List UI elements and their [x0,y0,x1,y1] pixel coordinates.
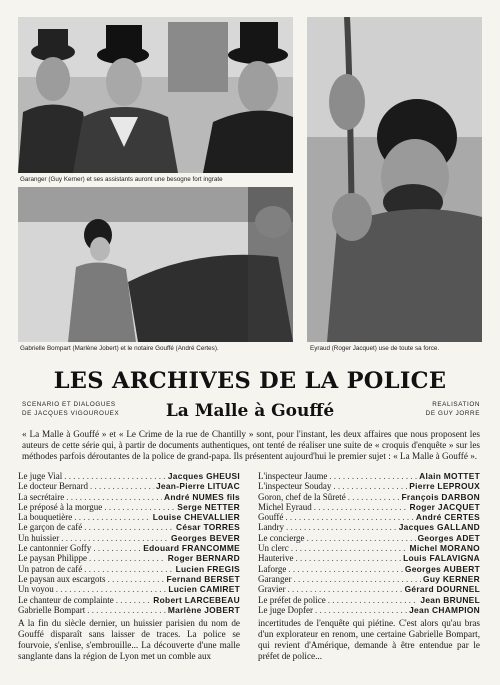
cast-leader-dots [61,533,169,543]
cast-actor: Jean CHAMPION [409,604,480,615]
cast-actor: Lucien CAMIRET [168,584,240,595]
cast-actor: Georges AUBERT [404,563,480,574]
cast-row [258,502,480,512]
cast-list-right [258,471,480,615]
episode-title: La Malle à Gouffé [165,401,335,421]
cast-row [18,595,240,605]
cast-role: Un voyou [18,584,54,595]
credit-director [426,400,480,418]
cast-role: L'inspecteur Souday [258,481,332,492]
cast-leader-dots [116,595,152,605]
cast-row [18,543,240,553]
cast-row [258,543,480,553]
cast-role: Le chanteur de complainte [18,594,114,605]
cast-leader-dots [84,564,173,574]
cast-actor: Serge NETTER [177,501,240,512]
cast-leader-dots [56,584,167,594]
cast-role: Gabrielle Bompart [18,604,86,615]
cast-role: Garanger [258,573,292,584]
cast-row [258,522,480,532]
cast-leader-dots [333,481,407,491]
cast-row [258,584,480,594]
cast-row [18,553,240,563]
credit-director-line2: DE GUY JORRE [425,410,480,417]
cast-actor: Alain MOTTET [419,471,480,481]
cast-actor: Louise CHEVALLIER [152,512,240,523]
cast-actor: Jacques GHEUSI [167,471,240,481]
cast-row [18,605,240,615]
cast-actor: Gérard DOURNEL [404,584,480,595]
cast-role: Le paysan Philippe [18,553,87,564]
cast-role: Le juge Vial [18,471,63,481]
cast-row [18,522,240,532]
cast-leader-dots [348,492,400,502]
cast-role: Le préfet de police [258,594,326,605]
cast-actor: César TORRES [176,522,240,533]
cast-role: Gravier [258,584,286,595]
cast-leader-dots [329,471,417,481]
cast-leader-dots [328,595,419,605]
cast-row [258,492,480,502]
cast-role: Goron, chef de la Sûreté [258,491,346,502]
cast-row [258,605,480,615]
cast-role: Michel Eyraud [258,501,312,512]
credit-director-line1: REALISATION [432,401,480,408]
cast-leader-dots [90,481,154,491]
cast-leader-dots [288,564,403,574]
cast-actor: Jean BRUNEL [420,594,480,605]
cast-role: Landry [258,522,284,533]
cast-role: Un clerc [258,543,289,554]
cast-row [258,471,480,481]
cast-leader-dots [74,512,150,522]
cast-role: Le préposé à la morgue [18,501,103,512]
cast-leader-dots [64,471,166,481]
cast-row [258,564,480,574]
cast-leader-dots [287,584,402,594]
cast-role: La bouquetière [18,512,73,523]
cast-leader-dots [285,512,414,522]
cast-leader-dots [295,553,401,563]
credit-script-line2: DE JACQUES VIGOUROUEX [22,410,120,417]
page-title: LES ARCHIVES DE LA POLICE [53,368,447,394]
cast-role: Un patron de café [18,563,83,574]
caption-bottom-left: Gabrielle Bompart (Marlène Jobert) et le notaire Gouffé (André Certes). [20,345,219,352]
caption-right: Eyraud (Roger Jacquet) use de toute sa force. [310,345,440,352]
cast-role: Le docteur Bernard [18,481,88,492]
cast-row [258,512,480,522]
cast-actor: Georges ADET [417,532,480,543]
body-column-left: A la fin du siècle dernier, un huissier parisien du nom de Gouffé disparaît sans laisser de traces. La police se fourvoie, s'enlise, s'embrouille... La découverte d'une malle sanglante dans la région de Lyon met un comble aux [18,618,240,661]
cast-row [258,533,480,543]
cast-actor: Jean-Pierre LITUAC [155,481,240,492]
cast-leader-dots [87,605,166,615]
cast-actor: Michel MORANO [409,543,480,554]
photo-bompart-gouffe [18,187,293,342]
cast-row [18,492,240,502]
photo-eyraud [307,17,482,342]
cast-role: Laforge [258,563,287,574]
cast-actor: Edouard FRANCOMME [143,543,240,554]
credit-script-line1: SCENARIO ET DIALOGUES [22,401,116,408]
cast-actor: Fernand BERSET [166,573,240,584]
cast-role: Le cantonnier Goffy [18,543,92,554]
cast-row [18,502,240,512]
cast-role: Hauterive [258,553,294,564]
cast-leader-dots [291,543,408,553]
cast-actor: Georges BEVER [170,532,240,543]
cast-role: Le garçon de café [18,522,83,533]
cast-leader-dots [104,502,175,512]
photo-garanger-assistants [18,17,293,173]
cast-actor: Roger JACQUET [409,501,480,512]
cast-leader-dots [293,574,421,584]
cast-leader-dots [89,553,166,563]
cast-leader-dots [314,502,408,512]
cast-actor: François DARBON [401,491,480,502]
cast-leader-dots [315,605,407,615]
cast-role: Gouffé [258,512,284,523]
caption-top-left: Garanger (Guy Kerner) et ses assistants auront une besogne fort ingrate [20,176,223,183]
cast-leader-dots [108,574,165,584]
cast-row [258,574,480,584]
cast-row [18,481,240,491]
cast-leader-dots [66,492,162,502]
cast-actor: André NUMES fils [164,491,240,502]
cast-leader-dots [84,522,174,532]
cast-role: Le paysan aux escargots [18,573,106,584]
cast-leader-dots [307,533,416,543]
cast-actor: André CERTES [415,512,480,523]
cast-leader-dots [93,543,141,553]
cast-row [18,512,240,522]
cast-row [258,481,480,491]
cast-role: Un huissier [18,532,60,543]
cast-role: La secrétaire [18,491,65,502]
cast-actor: Lucien FREGIS [175,563,240,574]
cast-row [18,564,240,574]
cast-actor: Marlène JOBERT [167,604,240,615]
cast-role: Le concierge [258,532,305,543]
cast-leader-dots [286,522,397,532]
body-column-right: incertitudes de l'enquête qui piétine. C'est alors qu'au bras d'un explorateur en renom, une certaine Gabrielle Bompart, qui revient d'Amérique, demande à être entendue par le préfet de police... [258,618,480,661]
cast-row [258,595,480,605]
cast-role: L'inspecteur Jaume [258,471,328,481]
cast-actor: Jacques GALLAND [398,522,480,533]
cast-row [18,584,240,594]
cast-row [18,574,240,584]
cast-role: Le juge Dopfer [258,604,313,615]
cast-actor: Pierre LEPROUX [409,481,480,492]
intro-paragraph: « La Malle à Gouffé » et « Le Crime de la rue de Chantilly » sont, pour l'instant, les deux affaires que nous proposent les auteurs de cette série qui, à partir de documents authentiques, ont tenté de réaliser une suite de « croquis d'enquête » sur les méthodes parfois déroutantes de la police de grand-papa. Ils présentent aujourd'hui le premier sujet : « La Malle à Gouffé ». [22,429,480,461]
cast-actor: Guy KERNER [423,573,480,584]
cast-row [18,533,240,543]
cast-actor: Roger BERNARD [167,553,240,564]
cast-actor: Louis FALAVIGNA [403,553,480,564]
cast-list-left [18,471,240,615]
cast-actor: Robert LARCEBEAU [153,594,240,605]
cast-row [18,471,240,481]
cast-row [258,553,480,563]
